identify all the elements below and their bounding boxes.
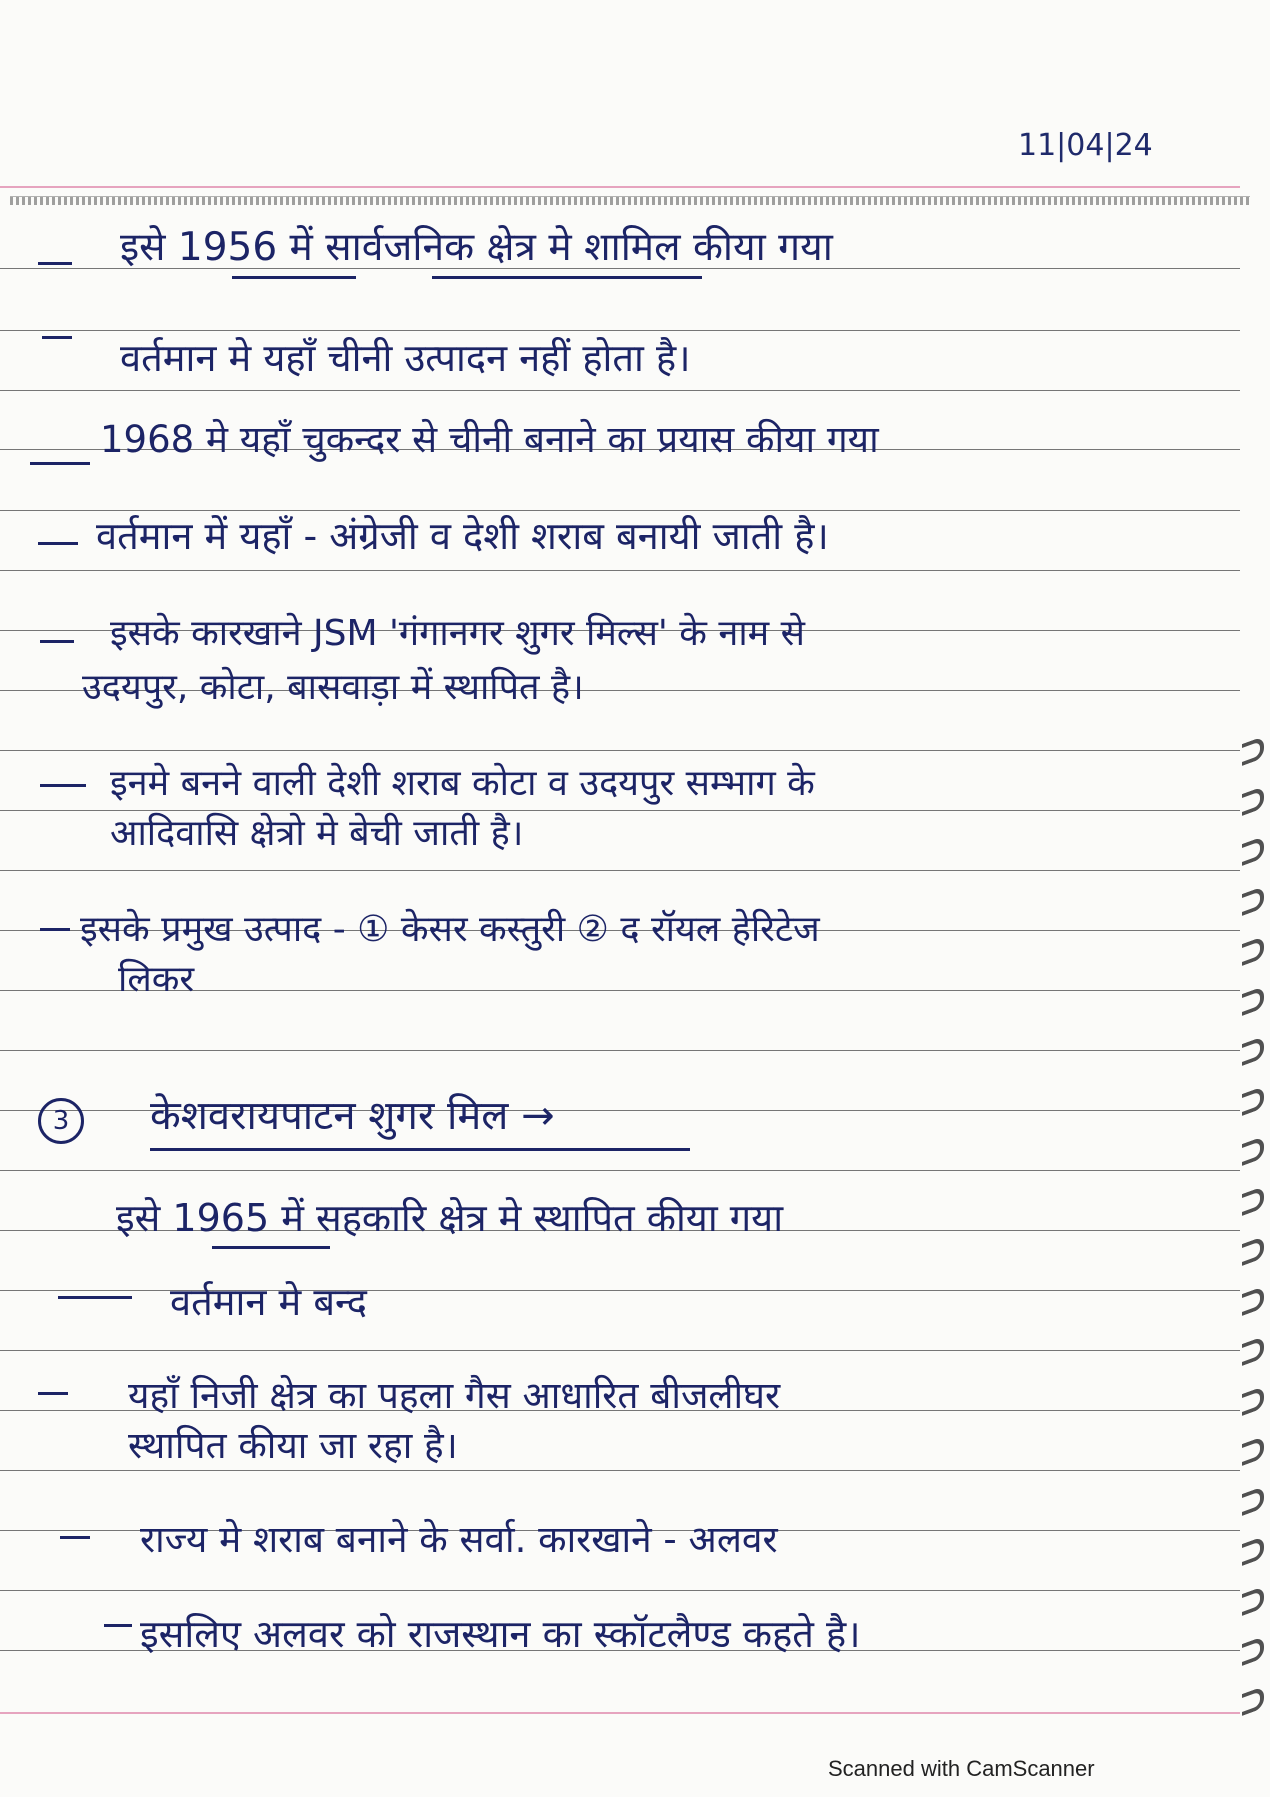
note-line: वर्तमान मे यहाँ चीनी उत्पादन नहीं होता है।: [120, 336, 691, 380]
bullet-dash: [38, 542, 78, 545]
bullet-dash: [40, 784, 86, 787]
spiral-coil: [1242, 786, 1264, 816]
ruled-line: [0, 1590, 1240, 1591]
bullet-dash: [60, 1536, 90, 1539]
ruled-line: [0, 810, 1240, 811]
spiral-coil: [1242, 1536, 1264, 1566]
spiral-coil: [1242, 936, 1264, 966]
bottom-margin-line: [0, 1712, 1240, 1714]
note-line: उदयपुर, कोटा, बासवाड़ा में स्थापित है।: [82, 667, 584, 708]
spiral-coil: [1242, 1636, 1264, 1666]
spiral-coil: [1242, 1586, 1264, 1616]
ruled-line: [0, 870, 1240, 871]
ruled-line: [0, 570, 1240, 571]
note-line: राज्य मे शराब बनाने के सर्वा. कारखाने - अलवर: [140, 1518, 778, 1561]
underline: [232, 276, 356, 279]
ruled-line: [0, 1170, 1240, 1171]
note-line: इसे 1965 में सहकारि क्षेत्र मे स्थापित कीया गया: [116, 1196, 784, 1240]
spiral-coil: [1242, 1386, 1264, 1416]
ruled-line: [0, 1470, 1240, 1471]
ruled-line: [0, 330, 1240, 331]
bullet-dash: [30, 462, 90, 465]
note-line: वर्तमान मे बन्द: [170, 1280, 367, 1324]
ruled-line: [0, 510, 1240, 511]
note-line: आदिवासि क्षेत्रो मे बेची जाती है।: [110, 813, 524, 854]
top-margin-line: [0, 186, 1240, 188]
spiral-coil: [1242, 1336, 1264, 1366]
ruled-line: [0, 1350, 1240, 1351]
wavy-rule: [10, 196, 1250, 205]
spiral-coil: [1242, 1086, 1264, 1116]
spiral-coil: [1242, 836, 1264, 866]
note-line: इसलिए अलवर को राजस्थान का स्कॉटलैण्ड कहते है।: [140, 1612, 861, 1656]
spiral-coil: [1242, 886, 1264, 916]
bullet-hook: [104, 1624, 132, 1627]
note-line: यहाँ निजी क्षेत्र का पहला गैस आधारित बीजलीघर: [128, 1374, 781, 1417]
spiral-coil: [1242, 1686, 1264, 1716]
bullet-dash: [38, 262, 72, 265]
note-line: इसके प्रमुख उत्पाद - ① केसर कस्तुरी ② द रॉयल हेरिटेज: [80, 909, 820, 950]
note-line: इसे 1956 में सार्वजनिक क्षेत्र मे शामिल कीया गया: [120, 225, 833, 270]
spiral-coil: [1242, 1136, 1264, 1166]
spiral-coil: [1242, 986, 1264, 1016]
section-number-circle: [38, 1098, 84, 1144]
ruled-line: [0, 750, 1240, 751]
spiral-coil: [1242, 1036, 1264, 1066]
bullet-hook: [42, 336, 72, 339]
bullet-dash: [58, 1296, 132, 1299]
note-line: स्थापित कीया जा रहा है।: [128, 1424, 458, 1467]
bullet-dash: [40, 928, 70, 931]
section-number: 3: [52, 1106, 70, 1136]
note-line: इनमे बनने वाली देशी शराब कोटा व उदयपुर सम्भाग के: [110, 763, 815, 804]
ruled-line: [0, 1050, 1240, 1051]
page-date: 11|04|24: [1018, 128, 1153, 163]
ruled-line: [0, 390, 1240, 391]
underline: [432, 276, 702, 279]
spiral-coil: [1242, 736, 1264, 766]
section-heading: केशवरायपाटन शुगर मिल →: [150, 1093, 555, 1139]
scanner-watermark: Scanned with CamScanner: [828, 1756, 1095, 1781]
spiral-coil: [1242, 1186, 1264, 1216]
note-line: वर्तमान में यहाँ - अंग्रेजी व देशी शराब बनायी जाती है।: [96, 514, 829, 558]
note-line: लिकर: [118, 959, 195, 1000]
note-line: इसके कारखाने JSM 'गंगानगर शुगर मिल्स' के नाम से: [110, 613, 805, 654]
heading-underline: [150, 1148, 690, 1151]
underline: [212, 1246, 330, 1249]
spiral-coil: [1242, 1436, 1264, 1466]
bullet-dash: [40, 640, 74, 643]
spiral-coil: [1242, 1286, 1264, 1316]
spiral-coil: [1242, 1486, 1264, 1516]
note-line: 1968 मे यहाँ चुकन्दर से चीनी बनाने का प्रयास कीया गया: [100, 418, 879, 461]
spiral-coil: [1242, 1236, 1264, 1266]
bullet-dash: [38, 1392, 68, 1395]
